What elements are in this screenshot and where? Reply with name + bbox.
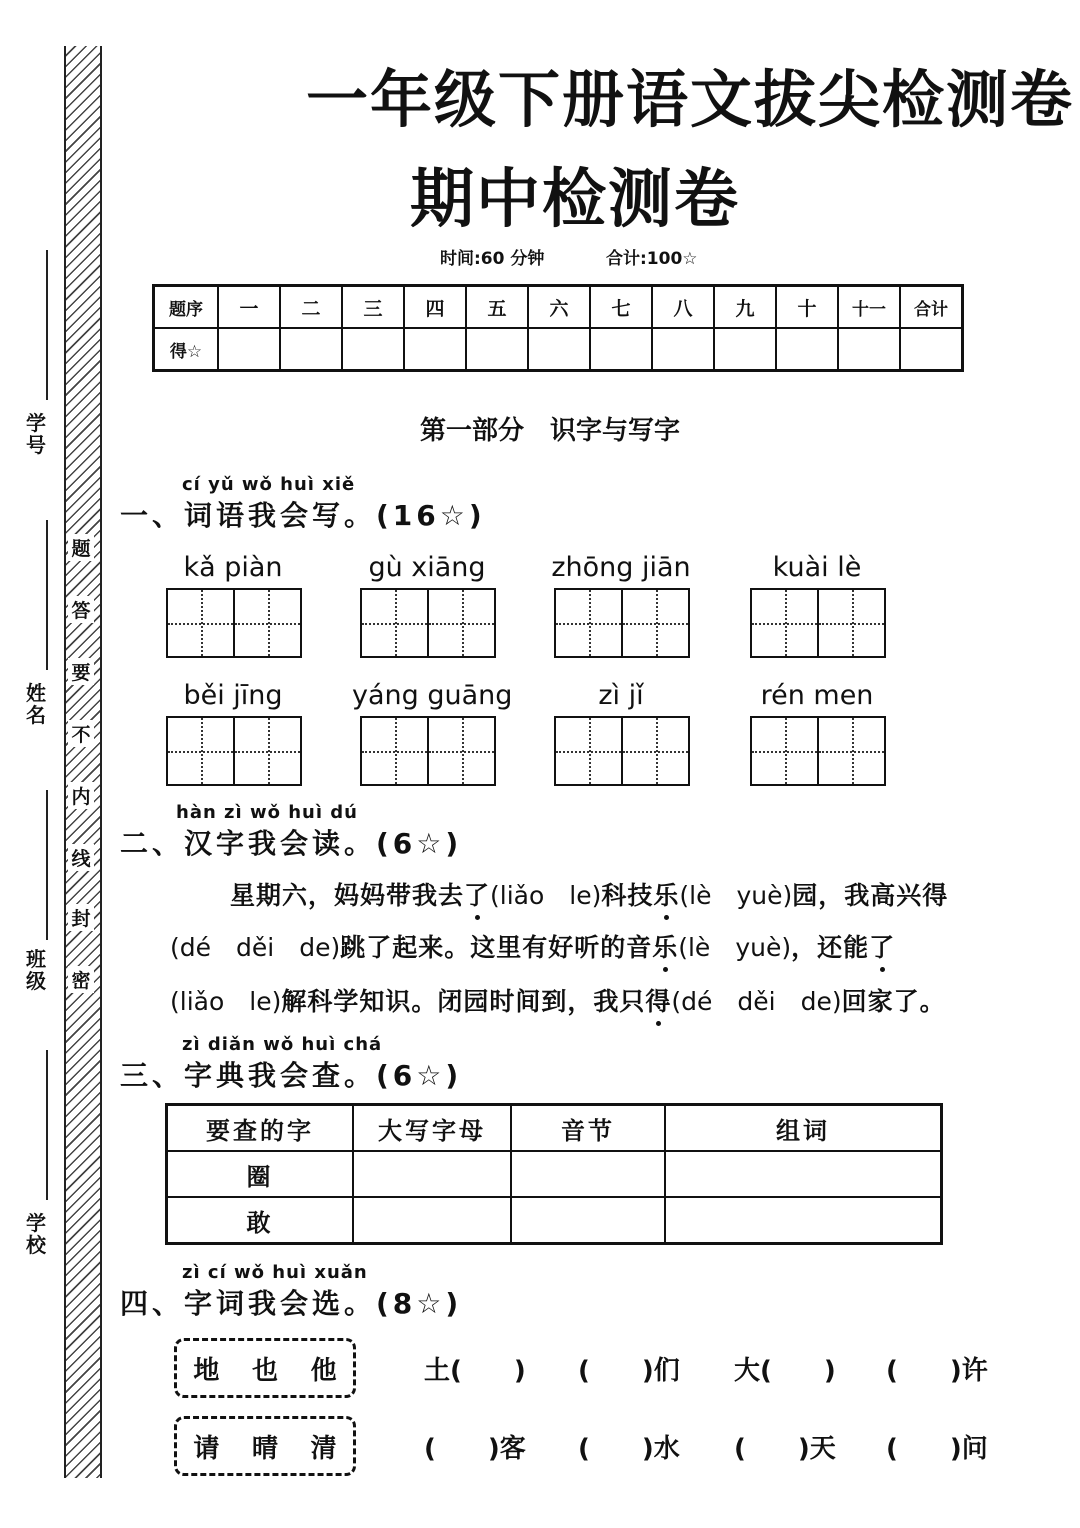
score-column-header: 三 [342, 286, 404, 329]
school-line [46, 1050, 48, 1200]
score-column-header: 十一 [838, 286, 900, 329]
option-char: 请 [193, 1433, 220, 1464]
writing-cell[interactable] [819, 718, 884, 784]
score-cell[interactable] [342, 328, 404, 371]
score-cell[interactable] [528, 328, 590, 371]
writing-cell[interactable] [752, 590, 819, 656]
blank-item[interactable]: 大( ) [734, 1356, 836, 1386]
writing-cell[interactable] [623, 718, 688, 784]
writing-cell[interactable] [819, 590, 884, 656]
writing-cell[interactable] [168, 590, 235, 656]
writing-cell[interactable] [362, 590, 429, 656]
score-column-header: 五 [466, 286, 528, 329]
option-box-1 [174, 1338, 356, 1398]
q1-pinyin-word: kǎ piàn [183, 552, 283, 583]
dict-char: 敢 [167, 1197, 354, 1244]
writing-grid[interactable] [166, 716, 302, 786]
dictionary-row [167, 1151, 942, 1197]
score-row-label: 得☆ [154, 328, 219, 371]
q2-line-1: 星期六，妈妈带我去了(liǎo le)科技乐(lè yuè)园，我高兴得 [230, 881, 949, 910]
score-value-row [154, 328, 963, 371]
margin-label-name: 姓 名 [26, 681, 46, 727]
option-box-2 [174, 1416, 356, 1476]
dict-header: 大写字母 [353, 1105, 511, 1152]
score-column-header: 七 [590, 286, 652, 329]
student-id-line [46, 250, 48, 400]
dict-answer-cell[interactable] [665, 1197, 942, 1244]
score-column-header: 一 [218, 286, 280, 329]
q1-pinyin-word: kuài lè [772, 552, 862, 583]
blank-item[interactable]: ( )客 [424, 1434, 526, 1464]
time-info: 时间:60 分钟 [440, 249, 545, 269]
margin-label-school: 学 校 [26, 1211, 46, 1257]
dict-answer-cell[interactable] [511, 1197, 665, 1244]
score-cell[interactable] [652, 328, 714, 371]
dict-answer-cell[interactable] [353, 1197, 511, 1244]
option-char: 他 [310, 1355, 337, 1386]
q1-pinyin-word: zì jǐ [598, 680, 644, 711]
dict-answer-cell[interactable] [665, 1151, 942, 1197]
q4-pinyin: zì cí wǒ huì xuǎn [182, 1262, 368, 1283]
q1-pinyin-word: gù xiāng [368, 552, 486, 583]
q3-pinyin: zì diǎn wǒ huì chá [182, 1034, 383, 1055]
blank-item[interactable]: ( )天 [734, 1434, 836, 1464]
blank-item[interactable]: 土( ) [424, 1356, 526, 1386]
writing-cell[interactable] [235, 590, 300, 656]
class-line [46, 790, 48, 940]
q4-heading: 四、字词我会选。(8☆) [120, 1287, 463, 1320]
dict-char: 圈 [167, 1151, 354, 1197]
option-char: 地 [193, 1355, 220, 1386]
q1-pinyin-word: rén men [760, 680, 874, 711]
score-column-header: 九 [714, 286, 776, 329]
q3-heading: 三、字典我会查。(6☆) [120, 1059, 463, 1092]
q1-pinyin-word: zhōng jiān [551, 552, 691, 583]
margin-label-class: 班 级 [26, 947, 46, 993]
option-char: 晴 [251, 1433, 278, 1464]
q2-heading: 二、汉字我会读。(6☆) [120, 827, 463, 860]
total-info: 合计:100☆ [606, 249, 698, 269]
writing-grid[interactable] [750, 716, 886, 786]
score-cell[interactable] [776, 328, 838, 371]
writing-grid[interactable] [166, 588, 302, 658]
score-cell[interactable] [218, 328, 280, 371]
dict-answer-cell[interactable] [511, 1151, 665, 1197]
writing-grid[interactable] [750, 588, 886, 658]
dictionary-header-row [167, 1105, 942, 1152]
writing-cell[interactable] [429, 718, 494, 784]
q1-pinyin-word: yáng guāng [352, 680, 513, 711]
score-column-header: 四 [404, 286, 466, 329]
writing-cell[interactable] [752, 718, 819, 784]
option-char: 清 [310, 1433, 337, 1464]
dict-header: 组词 [665, 1105, 942, 1152]
option-char: 也 [251, 1355, 278, 1386]
score-header-label: 题序 [154, 286, 219, 329]
writing-cell[interactable] [168, 718, 235, 784]
score-cell[interactable] [714, 328, 776, 371]
score-column-header: 二 [280, 286, 342, 329]
q1-heading: 一、词语我会写。(16☆) [120, 499, 486, 532]
sub-title: 期中检测卷 [410, 163, 740, 237]
score-cell[interactable] [280, 328, 342, 371]
margin-label-student-id: 学 号 [26, 411, 46, 457]
score-cell[interactable] [900, 328, 963, 371]
writing-grid[interactable] [554, 716, 690, 786]
score-column-header: 十 [776, 286, 838, 329]
score-column-header: 六 [528, 286, 590, 329]
blank-item[interactable]: ( )许 [886, 1356, 988, 1386]
score-cell[interactable] [590, 328, 652, 371]
name-line [46, 520, 48, 670]
part-title: 第一部分 识字与写字 [420, 416, 681, 446]
dictionary-table [165, 1103, 943, 1245]
main-title: 一年级下册语文拔尖检测卷 [306, 63, 1075, 136]
writing-cell[interactable] [235, 718, 300, 784]
q2-line-3: (liǎo le)解科学知识。闭园时间到，我只得(dé děi de)回家了。 [170, 987, 946, 1016]
binding-margin-hatch [64, 46, 102, 1478]
blank-item[interactable]: ( )问 [886, 1434, 988, 1464]
score-header-row [154, 286, 963, 329]
score-column-header: 八 [652, 286, 714, 329]
writing-grid[interactable] [360, 588, 496, 658]
q2-pinyin: hàn zì wǒ huì dú [176, 802, 358, 823]
writing-cell[interactable] [429, 590, 494, 656]
writing-grid[interactable] [554, 588, 690, 658]
score-cell[interactable] [466, 328, 528, 371]
score-column-header: 合计 [900, 286, 963, 329]
blank-item[interactable]: ( )水 [578, 1434, 680, 1464]
writing-cell[interactable] [556, 590, 623, 656]
blank-item[interactable]: ( )们 [578, 1356, 680, 1386]
score-cell[interactable] [404, 328, 466, 371]
score-table [152, 284, 964, 372]
writing-cell[interactable] [362, 718, 429, 784]
q1-pinyin-word: běi jīng [183, 680, 283, 711]
dict-answer-cell[interactable] [353, 1151, 511, 1197]
dict-header: 音节 [511, 1105, 665, 1152]
q2-line-2: (dé děi de)跳了起来。这里有好听的音乐(lè yuè)，还能了 [170, 933, 896, 962]
dict-header: 要查的字 [167, 1105, 354, 1152]
writing-cell[interactable] [623, 590, 688, 656]
q1-pinyin: cí yǔ wǒ huì xiě [182, 474, 356, 495]
writing-grid[interactable] [360, 716, 496, 786]
score-cell[interactable] [838, 328, 900, 371]
writing-cell[interactable] [556, 718, 623, 784]
dictionary-row [167, 1197, 942, 1244]
